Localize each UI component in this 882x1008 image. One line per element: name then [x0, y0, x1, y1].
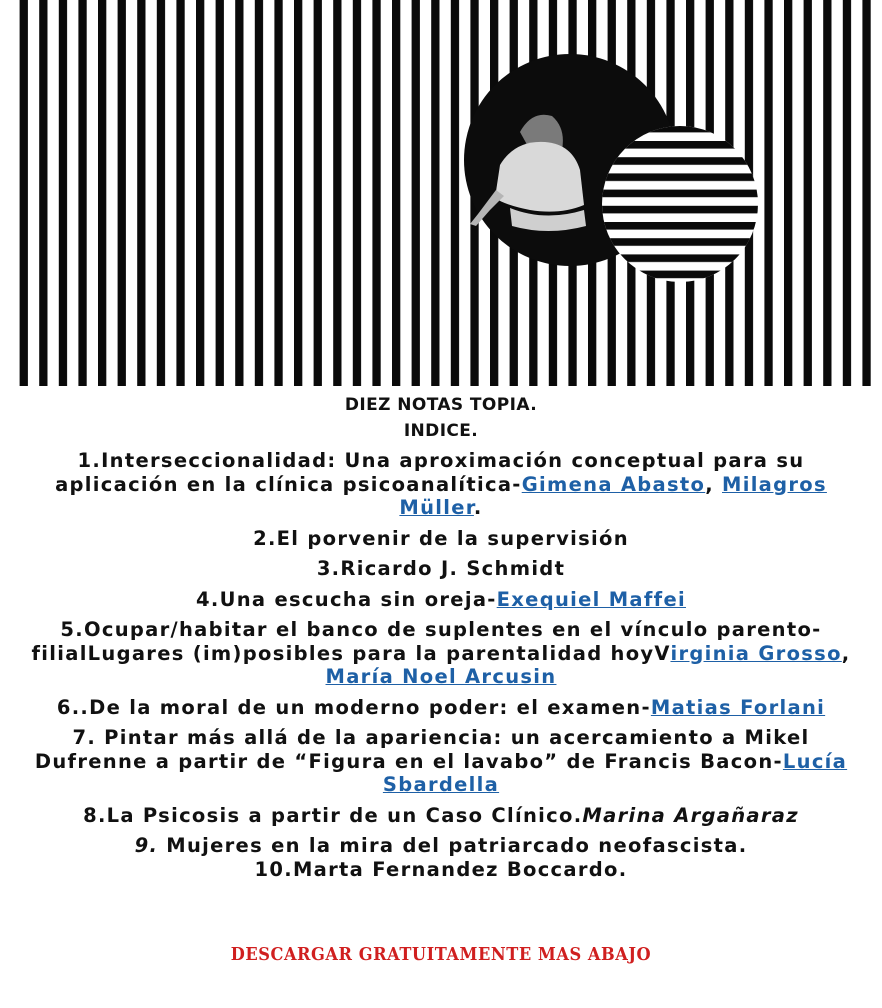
item-5-title: 5.Ocupar/habitar el banco de suplentes en el vínculo parento-filialLugares (im)posibles para la parentalidad hoyV — [31, 618, 822, 665]
author-link-lucia-sbardella[interactable]: Lucía Sbardella — [382, 749, 848, 796]
title-heading: DIEZ NOTAS TOPIA. — [344, 395, 538, 415]
index-item-5 — [30, 618, 852, 689]
item-7-title: 7. Pintar más allá de la apariencia: un acercamiento a Mikel Dufrenne a partir de “Figura en el lavabo” de Francis Bacon- — [34, 726, 810, 773]
item-1-title: 1.Interseccionalidad: Una aproximación conceptual para su aplicación en la clínica psicoanalítica- — [55, 449, 805, 496]
item-1-end: . — [473, 496, 483, 519]
item-4-title: 4.Una escucha sin oreja- — [196, 587, 497, 611]
author-link-virginia-grosso[interactable]: irginia Grosso — [670, 641, 842, 665]
index-text-block — [0, 392, 882, 881]
item-9-number: 9. — [134, 834, 159, 857]
index-item-9 — [30, 834, 852, 858]
index-item-8 — [30, 804, 852, 828]
item-8-author: Marina Argañaraz — [582, 803, 799, 827]
item-1-separator: , — [705, 472, 722, 496]
item-8-title: 8.La Psicosis a partir de un Caso Clínico. — [83, 803, 583, 827]
item-5-separator: , — [841, 641, 851, 665]
index-item-4 — [30, 588, 852, 612]
author-link-gimena-abasto[interactable]: Gimena Abasto — [521, 472, 706, 496]
download-free-link[interactable]: DESCARGAR GRATUITAMENTE MAS ABAJO — [230, 944, 652, 965]
item-6-title: 6..De la moral de un moderno poder: el examen- — [56, 695, 651, 719]
index-item-10: 10.Marta Fernandez Boccardo. — [254, 857, 628, 881]
author-link-milagros-muller[interactable]: Milagros Müller — [399, 472, 827, 519]
index-item-6 — [30, 696, 852, 720]
index-item-2: 2.El porvenir de la supervisión — [253, 526, 629, 550]
author-link-exequiel-maffei[interactable]: Exequiel Maffei — [496, 587, 686, 611]
index-item-7 — [30, 726, 852, 797]
index-item-3: 3.Ricardo J. Schmidt — [316, 557, 566, 580]
author-link-matias-forlani[interactable]: Matias Forlani — [650, 695, 826, 719]
item-9-title: Mujeres en la mira del patriarcado neofascista. — [158, 834, 748, 857]
author-link-maria-noel-arcusin[interactable]: María Noel Arcusin — [325, 665, 557, 688]
cover-banner-image — [0, 0, 882, 386]
index-heading: INDICE. — [403, 421, 479, 441]
index-item-1 — [30, 449, 852, 520]
